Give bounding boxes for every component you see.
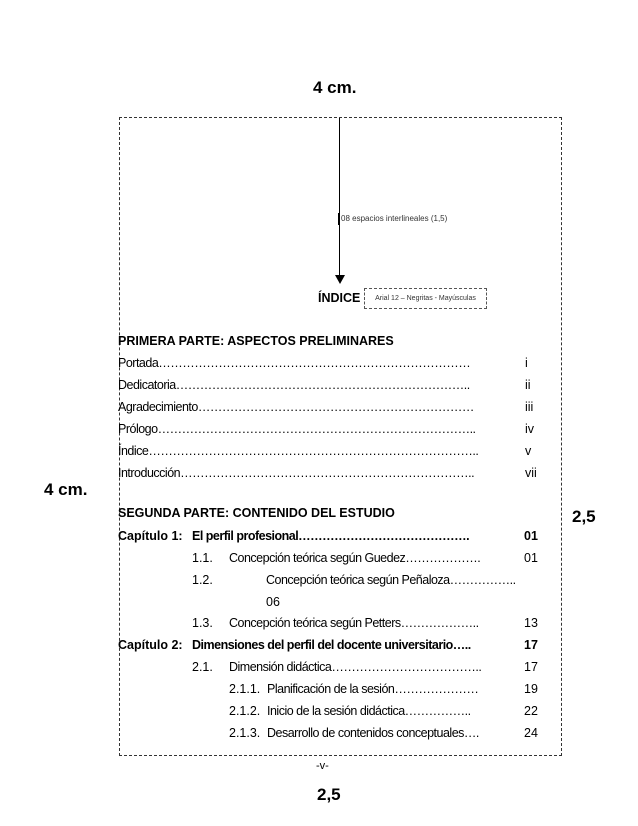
indice-format-note <box>364 288 487 309</box>
top-margin-label: 4 cm. <box>313 78 357 97</box>
section-1-3-title: Concepción teórica según Petters……………….. <box>229 616 479 630</box>
left-margin-label: 4 cm. <box>44 480 88 499</box>
toc-page-indice: v <box>525 444 532 458</box>
page-number: -v- <box>316 760 329 772</box>
spacing-arrow-line <box>339 118 340 276</box>
toc-page-prologo: iv <box>525 422 535 436</box>
section-1-2-title: Concepción teórica según Peñaloza…………….. <box>266 573 516 587</box>
text-caret <box>338 213 339 225</box>
section-2-1-number: 2.1. <box>192 660 213 674</box>
section-1-1-page: 01 <box>524 551 538 565</box>
toc-page-introduccion: vii <box>525 466 537 480</box>
section-1-3-page: 13 <box>524 616 538 630</box>
bottom-margin-label: 2,5 <box>317 785 341 804</box>
section-2-1-3-page: 24 <box>524 726 538 740</box>
first-part-heading: PRIMERA PARTE: ASPECTOS PRELIMINARES <box>118 334 394 348</box>
section-2-1-2-page: 22 <box>524 704 538 718</box>
toc-entry-indice: Índice……………………………………………………………………….. <box>118 444 479 458</box>
toc-entry-prologo: Prólogo…………………………………………………………………….. <box>118 422 476 436</box>
section-2-1-3-number: 2.1.3. <box>229 726 261 740</box>
arrow-down-icon <box>335 275 345 284</box>
spacing-note: 08 espacios interlineales (1,5) <box>341 214 448 223</box>
section-1-1-number: 1.1. <box>192 551 213 565</box>
section-1-2-number: 1.2. <box>192 573 213 587</box>
toc-page-agradecimiento: iii <box>525 400 534 414</box>
chapter-1-label: Capítulo 1: <box>118 529 183 543</box>
toc-entry-introduccion: Introducción……………………………………………………………….. <box>118 466 475 480</box>
chapter-2-page: 17 <box>524 638 538 652</box>
section-2-1-3-title: Desarrollo de contenidos conceptuales…. <box>267 726 479 740</box>
toc-entry-portada: Portada…………………………………………………………………… <box>118 356 471 370</box>
section-2-1-2-title: Inicio de la sesión didáctica…………….. <box>267 704 471 718</box>
chapter-1-page: 01 <box>524 529 538 543</box>
section-2-1-1-number: 2.1.1. <box>229 682 261 696</box>
section-2-1-2-number: 2.1.2. <box>229 704 261 718</box>
chapter-1-title: El perfil profesional……………………………………. <box>192 529 470 543</box>
toc-page-portada: i <box>525 356 528 370</box>
right-margin-label: 2,5 <box>572 507 596 526</box>
section-2-1-1-page: 19 <box>524 682 538 696</box>
indice-title: ÍNDICE <box>318 291 361 305</box>
indice-format-note-text: Arial 12 – Negritas - Mayúsculas <box>375 295 476 302</box>
section-1-1-title: Concepción teórica según Guedez………………. <box>229 551 481 565</box>
toc-entry-agradecimiento: Agradecimiento…………………………………………………………… <box>118 400 474 414</box>
section-1-2-page: 06 <box>266 595 280 609</box>
toc-entry-dedicatoria: Dedicatoria……………………………………………………………….. <box>118 378 470 392</box>
section-2-1-1-title: Planificación de la sesión………………… <box>267 682 479 696</box>
section-2-1-title: Dimensión didáctica……………………………….. <box>229 660 482 674</box>
second-part-heading: SEGUNDA PARTE: CONTENIDO DEL ESTUDIO <box>118 506 395 520</box>
section-2-1-page: 17 <box>524 660 538 674</box>
chapter-2-label: Capítulo 2: <box>118 638 183 652</box>
toc-page-dedicatoria: ii <box>525 378 531 392</box>
chapter-2-title: Dimensiones del perfil del docente universitario….. <box>192 638 471 652</box>
section-1-3-number: 1.3. <box>192 616 213 630</box>
